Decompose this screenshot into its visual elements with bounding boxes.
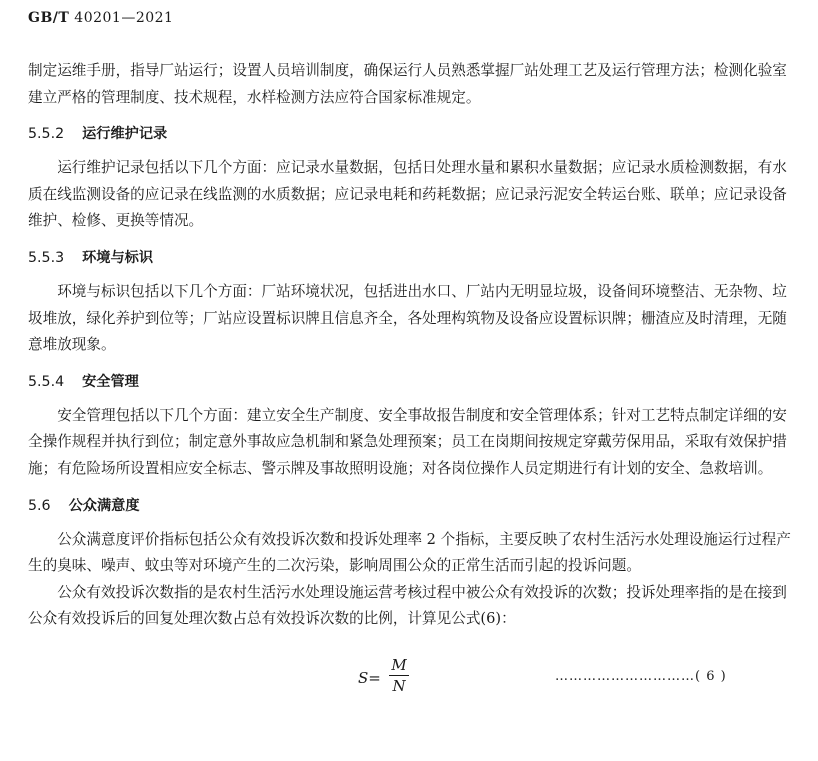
formula-denominator: N — [392, 677, 406, 695]
section-heading — [28, 495, 798, 517]
section-number: 5.5.4 — [28, 373, 65, 390]
standard-code: GB/T — [28, 10, 70, 26]
formula-lhs: S= — [358, 669, 381, 687]
formula-dots: ………………………… — [555, 669, 695, 684]
body-paragraph: 公众有效投诉次数指的是农村生活污水处理设施运营考核过程中被公众有效投诉的次数；投诉处理率指的是在接到公众有效投诉后的回复处理次数占总有效投诉次数的比例，计算见公式(6)： — [28, 583, 787, 628]
document-header — [28, 10, 173, 26]
section-heading — [28, 371, 798, 393]
section-number: 5.5.3 — [28, 249, 65, 266]
body-paragraph: 运行维护记录包括以下几个方面：应记录水量数据，包括日处理水量和累积水量数据；应记录水质检测数据，有水质在线监测设备的应记录在线监测的水质数据；应记录电耗和药耗数据；应记录污泥安全转运台账、联单；应记录设备维护、检修、更换等情况。 — [28, 159, 787, 230]
standard-number: 40201—2021 — [74, 10, 174, 26]
fraction-bar — [389, 675, 409, 676]
section-number: 5.6 — [28, 497, 51, 514]
formula-number: ( 6 ) — [695, 669, 727, 684]
section-number: 5.5.2 — [28, 126, 65, 143]
section-title: 运行维护记录 — [82, 126, 168, 143]
body-paragraph: 公众满意度评价指标包括公众有效投诉次数和投诉处理率 2 个指标，主要反映了农村生活污水处理设施运行过程产生的臭味、噪声、蚊虫等对环境产生的二次污染，影响周围公众的正常生活而引起的投诉问题。 — [28, 530, 791, 575]
body-paragraph: 制定运维手册，指导厂站运行；设置人员培训制度，确保运行人员熟悉掌握厂站处理工艺及运行管理方法；检测化验室建立严格的管理制度、技术规程，水样检测方法应符合国家标准规定。 — [28, 62, 787, 106]
section-title: 公众满意度 — [68, 497, 140, 514]
document-body — [28, 58, 798, 633]
section-title: 环境与标识 — [82, 249, 154, 266]
body-paragraph: 安全管理包括以下几个方面：建立安全生产制度、安全事故报告制度和安全管理体系；针对工艺特点制定详细的安全操作规程并执行到位；制定意外事故应急机制和紧急处理预案；员工在岗期间按规定穿戴劳保用品，采取有效保护措施；有危险场所设置相应安全标志、警示牌及事故照明设施；对各岗位操作人员定期进行有计划的安全、急救培训。 — [28, 406, 787, 477]
formula-leader-dots — [555, 669, 727, 684]
formula-numerator: M — [391, 656, 407, 674]
body-paragraph: 环境与标识包括以下几个方面：厂站环境状况，包括进出水口、厂站内无明显垃圾，设备间环境整洁、无杂物、垃圾堆放，绿化养护到位等；厂站应设置标识牌且信息齐全，各处理构筑物及设备应设置标识牌；栅渣应及时清理，无随意堆放现象。 — [28, 282, 787, 354]
section-heading — [28, 123, 798, 145]
formula-fraction — [389, 656, 409, 695]
formula-6 — [0, 656, 770, 702]
section-heading — [28, 247, 798, 269]
section-title: 安全管理 — [82, 373, 139, 390]
